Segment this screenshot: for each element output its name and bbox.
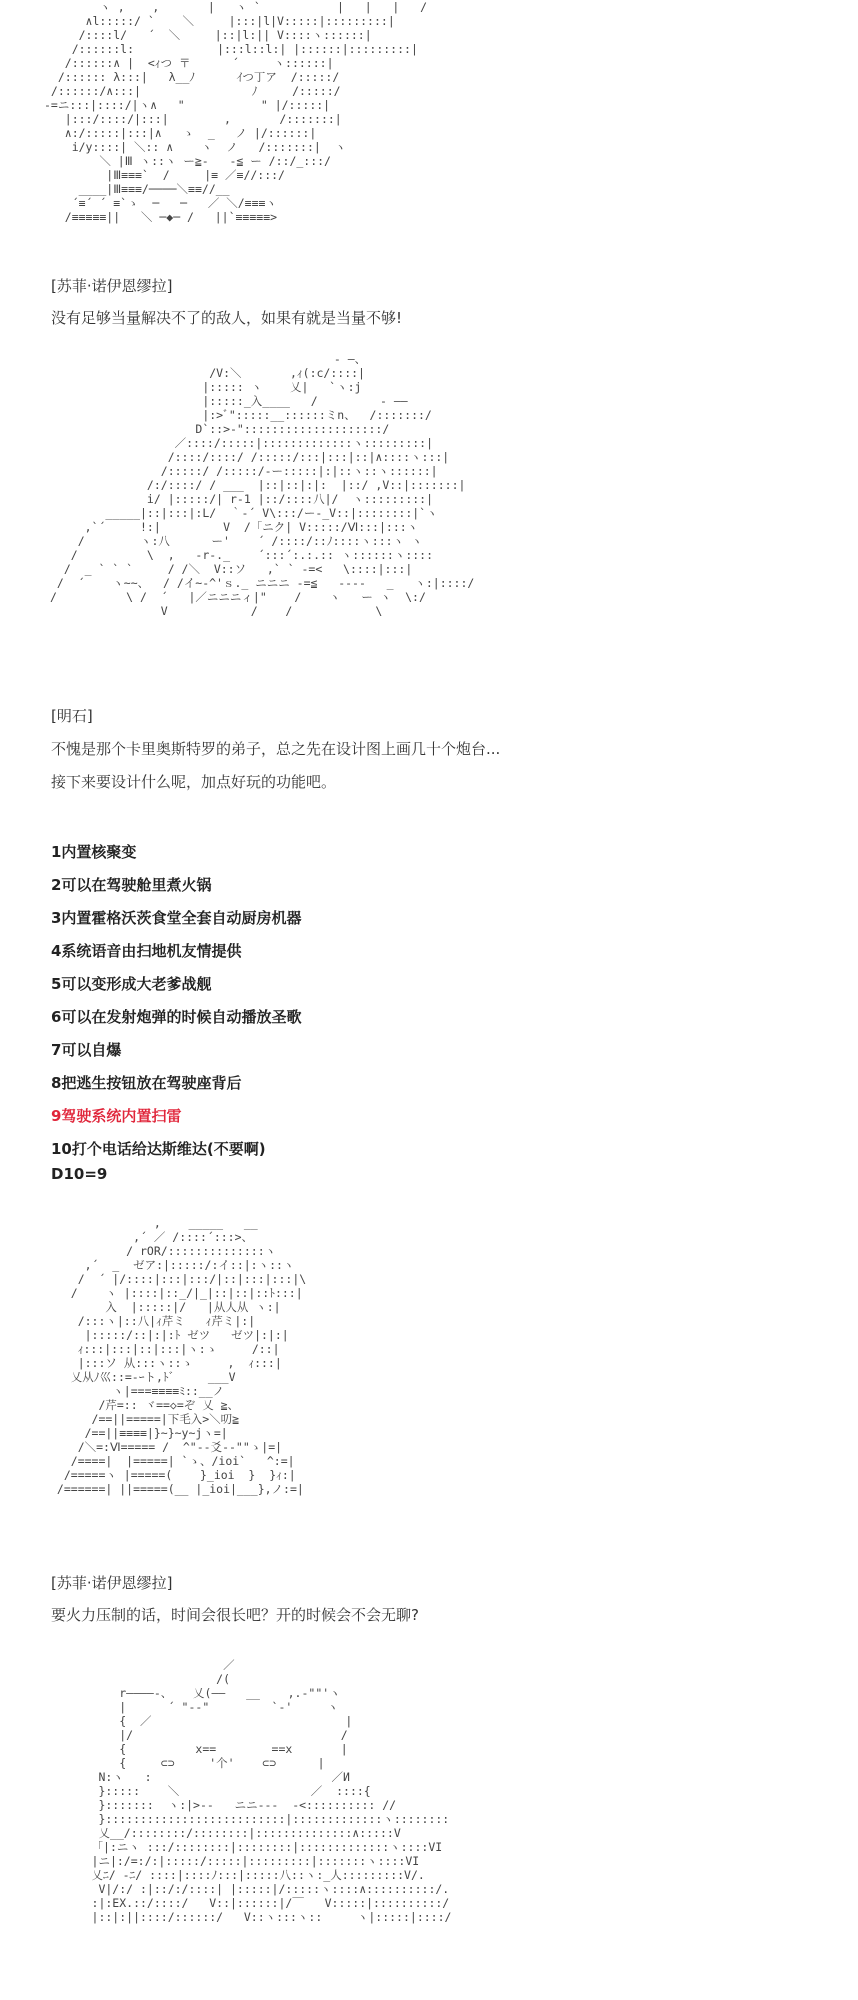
option-item: 1内置核聚变	[51, 843, 137, 861]
option-item: 4系统语音由扫地机友情提供	[51, 942, 242, 960]
option-item: 2可以在驾驶舱里煮火锅	[51, 876, 212, 894]
speaker-label: [明石]	[51, 707, 93, 725]
speaker-label: [苏菲·诺伊恩缪拉]	[51, 1574, 173, 1592]
option-item: 6可以在发射炮弹的时候自动播放圣歌	[51, 1008, 302, 1026]
option-item: 8把逃生按钮放在驾驶座背后	[51, 1074, 242, 1092]
dialogue-line: 接下来要设计什么呢，加点好玩的功能吧。	[51, 773, 337, 791]
ascii-art-sophie-2: , _____ __ ,´ ／ /::::´:::>、 / rOR/::::::::::::::ヽ ,´ _ ゼア:|:::::/:イ::|:ヽ::ヽ / ´ |/::::|:::|:::/|::|:::|:::|\ / ヽ |::::|::_/|_|::|::|::ﾄ:::| 入 |:::::|/ |从人从 ヽ:| /:::ヽ|::八|ｨ芹ミ ｨ芹ミ|:| |:::::/::|:|:ﾄ ゼツ ゼツ|:|:| ｨ:::|:::|::|:::|ヽ:ゝ /::| |:::ソ 从:::ヽ::ゝ , ｨ:::| 乂从ﾉ巛::=-ｰト,ﾄ゛ ___V ヽ|===≡≡≡≡ﾐ::__ノ /芹=:: ヾ==◇=ぞ 乂 ≧、 /==||=====|下毛入>＼叨≧ /==||≡≡≡≡|}~}~y~jヽ=| /＼=:Ⅵ===== / ^"--爻--""ゝ|=| /====| |=====| `ゝ、/ioi` ^:=| /=====ヽ |=====( }_ioi } }ｨ:| /======| ||=====(__ |_ioi|___},ノ:=|	[56, 1216, 307, 1496]
ascii-art-sophie-1: ヽ , , | ヽ ` | | | / ∧l:::::/ ` ＼ |:::|l|V:::::|:::::::::| /::::l/ ´ ＼ |::|l:|| V::::ヽ::::::| /::::::l: |:::l::l:| |::::::|:::::::::| /::::::∧ | <ｨつ 〒 ´ ヽ::::::| /:::::: λ:::| λ__ﾉ ｲつ丁ア /:::::/ /::::::/∧:::| ﾉ /:::::/ -=ニ:::|::::/|ヽ∧ " " |/:::::| |:::/::::/|:::| , /:::::::| ∧:/:::::|:::|∧ ゝ _ ノ |/::::::| i/y::::| ＼:: ∧ ヽ ノ /:::::::| ヽ ＼ |Ⅲ ヽ::ヽ ー≧- -≦ ー /::/_:::/ |Ⅲ≡≡≡` / |≡ ／≡//:::/ ____|Ⅲ≡≡≡/────＼≡≡//__ ´≡´ ´ ≡`ゝ ─ ─ ／ ＼/≡≡≡ヽ /≡≡≡≡≡|| ＼ ─◆─ / ||`≡≡≡≡≡>	[44, 0, 428, 224]
dialogue-line: 不愧是那个卡里奥斯特罗的弟子，总之先在设计图上画几十个炮台...	[51, 740, 501, 758]
option-item: 3内置霍格沃茨食堂全套自动厨房机器	[51, 909, 302, 927]
feature-option-list	[51, 836, 301, 1166]
option-item: 10打个电话给达斯维达(不要啊)	[51, 1140, 266, 1158]
dialogue-line: 没有足够当量解决不了的敌人，如果有就是当量不够!	[51, 309, 403, 327]
option-item: 7可以自爆	[51, 1041, 122, 1059]
option-item-highlighted: 9驾驶系统内置扫雷	[51, 1107, 182, 1125]
ascii-art-akashi: - ―、 /V:＼ ,ｨ(:c/::::| |::::: ヽ 乂| `ヽ:j |:::::_入____ / - ―― |:>ﾞ":::::__::::::ミn、 /:::::::/ D`::>-"::::::::::::::::::::/ ／::::/:::::|:::::::::::::ヽ:::::::::| /::::/::::/ /:::::/:::|:::|::|∧::::ヽ:::| /:::::/ /:::::/-ー:::::|:|::ヽ::ヽ::::::| /:/::::/ / ___ |::|::|:|: |::/ ,V::|:::::::| i/ |:::::/| r-1 |::/::::八|/ ヽ:::::::::| _____|::|:::|:L/ ｀-´ V\:::/ー-_V::|::::::::|`ヽ ,`´ !:| V /「ニク| V:::::/Ⅵ:::|:::ヽ / ヽ:八 ー' ´ /::::/::ﾉ::::ヽ:::ヽ ヽ / \ , -r-._ ´:::´:.:.:: ヽ::::::ヽ:::: / _ ` ` ` / /＼ V::ソ ,` ` -=< \::::|:::| / ´ ヽ~~、 / /イ~-^'ｓ._ ニニニ -=≦ ---- _ ヽ:|::::/ / \ / ´ |／ニニニィ|" / ヽ ー ヽ \:/ V / / \	[50, 352, 475, 618]
dice-result: D10=9	[51, 1165, 108, 1183]
ascii-art-mascot: ／ /( r――――‐、 乂(―― __ ,.-""'ヽ | ´ "‐‐" `‐' ヽ { ／ | |/ / { x== ==x | { ⊂⊃ '个' ⊂⊃ | N:ヽ : ／И }::::: ＼ ／ ::::{ }::::::: ヽ:|>‐‐ ニニ‐‐‐ ‐<:::::::::: // }::::::::::::::::::::::::::|:::::::::::::ヽ:::::::: 乂__/::::::::/::::::::|::::::::::::::∧:::::V 「|:ニヽ :::/::::::::|::::::::|:::::::::::::ヽ::::VI |ニ|:/=:/:|:::::/:::::|:::::::::|:::::::ヽ::::VI 乂ﾆ/ -ﾆ/ ::::|::::ﾉ:::|:::::八::ヽ:_人:::::::::V/. V|/:/ :|::/:/::::| |:::::|/:::::ヽ::::∧::::::::::/. :|:EX.::/::::/ V::|::::::|/￣ V:::::|::::::::::/ |::|:||::::/::::::/ V::ヽ:::ヽ:: ヽ|:::::|::::/	[91, 1658, 452, 1924]
option-item: 5可以变形成大老爹战舰	[51, 975, 212, 993]
speaker-label: [苏菲·诺伊恩缪拉]	[51, 277, 173, 295]
dialogue-line: 要火力压制的话，时间会很长吧？开的时候会不会无聊?	[51, 1606, 419, 1624]
